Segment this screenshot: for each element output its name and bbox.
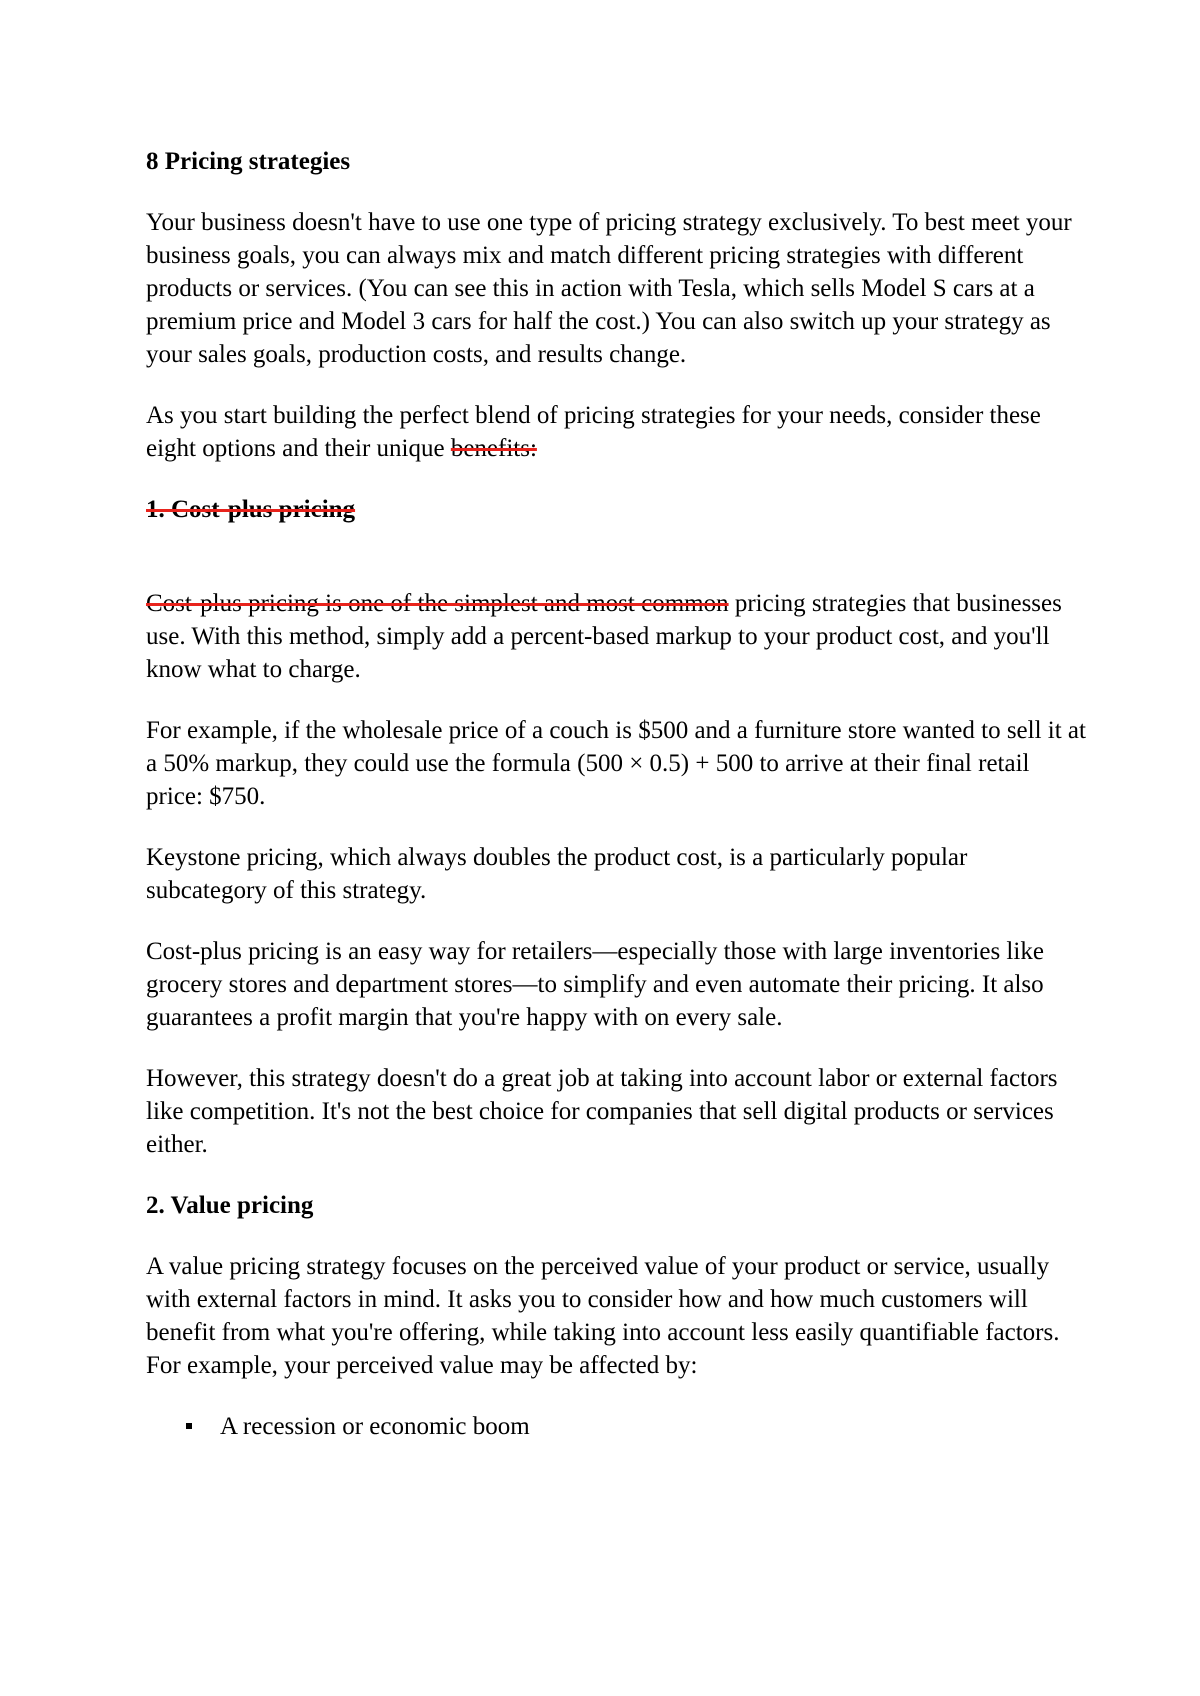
section-paragraph: However, this strategy doesn't do a great job at taking into account labor or external factors like competition. It's not the best choice for companies that sell digital products or services either.	[146, 1065, 1058, 1158]
document-body	[146, 145, 1086, 1443]
intro-paragraph: Your business doesn't have to use one type of pricing strategy exclusively. To best meet your business goals, you can always mix and match different pricing strategies with different products or services. (You can see this in action with Tesla, which sells Model S cars at a premium price and Model 3 cars for half the cost.) You can also switch up your strategy as your sales goals, production costs, and results change.	[146, 209, 1072, 368]
document-title: 8 Pricing strategies	[146, 148, 351, 175]
section-paragraph: For example, if the wholesale price of a couch is $500 and a furniture store wanted to sell it at a 50% markup, they could use the formula (500 × 0.5) + 500 to arrive at their final retail price: $750.	[146, 717, 1086, 810]
struck-text: Cost-plus pricing is one of the simplest and most common	[146, 590, 729, 617]
bullet-list	[146, 1410, 1086, 1443]
paragraph-text: pricing strategies that businesses use. With this method, simply add a percent-based markup to your product cost, and you'll know what to charge.	[146, 590, 1062, 683]
struck-text: benefits:	[450, 435, 537, 462]
struck-heading: 1. Cost-plus pricing	[146, 496, 356, 523]
section-heading-value: 2. Value pricing	[146, 1192, 314, 1219]
section-heading-cost-plus	[146, 493, 1086, 526]
section-paragraph: Cost-plus pricing is an easy way for retailers—especially those with large inventories like grocery stores and department stores—to simplify and even automate their pricing. It also guarantees a profit margin that you're happy with on every sale.	[146, 938, 1044, 1031]
section-paragraph: A value pricing strategy focuses on the perceived value of your product or service, usually with external factors in mind. It asks you to consider how and how much customers will benefit from what you're offering, while taking into account less easily quantifiable factors. For example, your perceived value may be affected by:	[146, 1253, 1060, 1379]
list-item	[146, 1410, 1086, 1443]
intro-paragraph	[146, 399, 1086, 465]
section-paragraph: Keystone pricing, which always doubles the product cost, is a particularly popular subcategory of this strategy.	[146, 844, 968, 904]
section-paragraph	[146, 587, 1086, 686]
bullet-icon	[186, 1423, 192, 1429]
list-item-text: A recession or economic boom	[220, 1413, 530, 1440]
intro-text: As you start building the perfect blend of pricing strategies for your needs, consider these eight options and their unique	[146, 402, 1041, 462]
